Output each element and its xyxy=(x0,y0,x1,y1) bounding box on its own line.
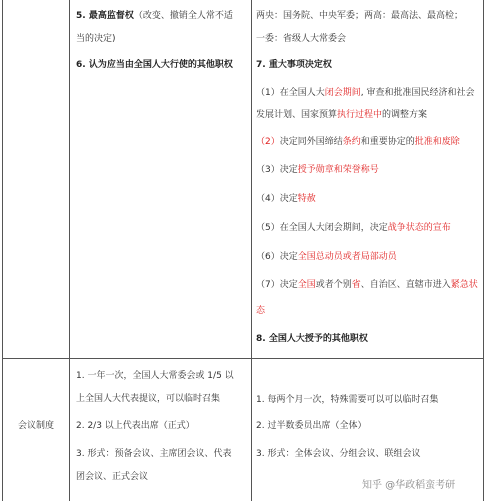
p1-text: （1）在全国人大 xyxy=(256,88,325,98)
zhihu-watermark: 知乎 @华政稻蛮考研 xyxy=(362,480,456,491)
p7-highlight-a: 全国 xyxy=(297,280,316,290)
npc-rule-2: 2. 2/3 以上代表出席（正式） xyxy=(76,421,195,431)
p2-line xyxy=(256,136,460,148)
p7-text-mid: 或者个别 xyxy=(315,280,352,290)
npc-rule-3b: 团会议、正式会议 xyxy=(76,472,149,482)
p1-highlight: 闭会期间 xyxy=(324,88,361,98)
intro-line-b: 一委：省级人大常委会 xyxy=(256,34,347,44)
p2-highlight-b: 批准和废除 xyxy=(414,137,460,147)
npc-rule-1b: 上全国人大代表提议，可以临时召集 xyxy=(76,394,221,404)
table-border-right xyxy=(483,0,484,501)
p5-text: （5）在全国人大闭会期间，决定 xyxy=(256,223,388,233)
p1-line-a xyxy=(256,87,474,99)
p3-line xyxy=(256,164,379,176)
p7-highlight-b: 省 xyxy=(351,280,361,290)
p2-highlight-a: 条约 xyxy=(342,137,361,147)
standing-rule-1: 1. 每两个月一次，特殊需要可以可以临时召集 xyxy=(256,395,439,405)
p5-line xyxy=(256,222,451,234)
p3-highlight: 授予勋章和荣誉称号 xyxy=(297,165,379,175)
p7-text: （7）决定 xyxy=(256,280,298,290)
p1-text-mid: , 审查和批准国民经济和社会 xyxy=(360,88,475,98)
item8-title: 8. 全国人大授予的其他职权 xyxy=(256,334,368,344)
p2-text-b: 和重要协定的 xyxy=(360,137,415,147)
p7-highlight-c: 紧急状 xyxy=(450,280,478,290)
table-divider-1 xyxy=(69,0,70,501)
p1b-highlight: 执行过程中 xyxy=(337,110,383,120)
p1b-text-post: 的调整方案 xyxy=(382,110,428,120)
table-divider-2 xyxy=(251,0,252,501)
item5-note-a: （改变、撤销全人常不适 xyxy=(133,11,233,21)
p7-line-b: 态 xyxy=(256,306,266,316)
p5-highlight: 战争状态的宣布 xyxy=(387,223,451,233)
meeting-system-label: 会议制度 xyxy=(18,421,55,431)
npc-rule-3a: 3. 形式：预备会议、主席团会议、代表 xyxy=(76,449,232,459)
item5-line xyxy=(76,10,233,22)
p1-line-b xyxy=(256,109,427,121)
npc-rule-1a: 1. 一年一次，全国人大常委会或 1/5 以 xyxy=(76,371,234,381)
p1b-text: 发展计划、国家预算 xyxy=(256,110,338,120)
p2-number: （2） xyxy=(256,137,280,147)
item5-note-b: 当的决定) xyxy=(76,34,116,44)
p7-text-post: 、自治区、直辖市进入 xyxy=(360,280,451,290)
p7-line-a xyxy=(256,279,478,291)
p4-text: （4）决定 xyxy=(256,194,298,204)
p4-highlight: 特赦 xyxy=(297,194,316,204)
table-border-left xyxy=(2,0,3,501)
standing-rule-2: 2. 过半数委员出席（全体） xyxy=(256,421,367,431)
intro-line-a: 两央：国务院、中央军委；两高：最高法、最高检； xyxy=(256,11,464,21)
p2-text: 决定同外国缔结 xyxy=(279,137,343,147)
p3-text: （3）决定 xyxy=(256,165,298,175)
item6-title: 6. 认为应当由全国人大行使的其他职权 xyxy=(76,60,233,70)
p6-text: （6）决定 xyxy=(256,252,298,262)
p4-line xyxy=(256,193,316,205)
item7-title: 7. 重大事项决定权 xyxy=(256,60,332,70)
standing-rule-3: 3. 形式：全体会议、分组会议、联组会议 xyxy=(256,449,421,459)
item5-title: 5. 最高监督权 xyxy=(76,11,134,21)
p6-highlight: 全国总动员或者局部动员 xyxy=(297,252,397,262)
p6-line xyxy=(256,251,397,263)
row-divider xyxy=(2,358,484,359)
